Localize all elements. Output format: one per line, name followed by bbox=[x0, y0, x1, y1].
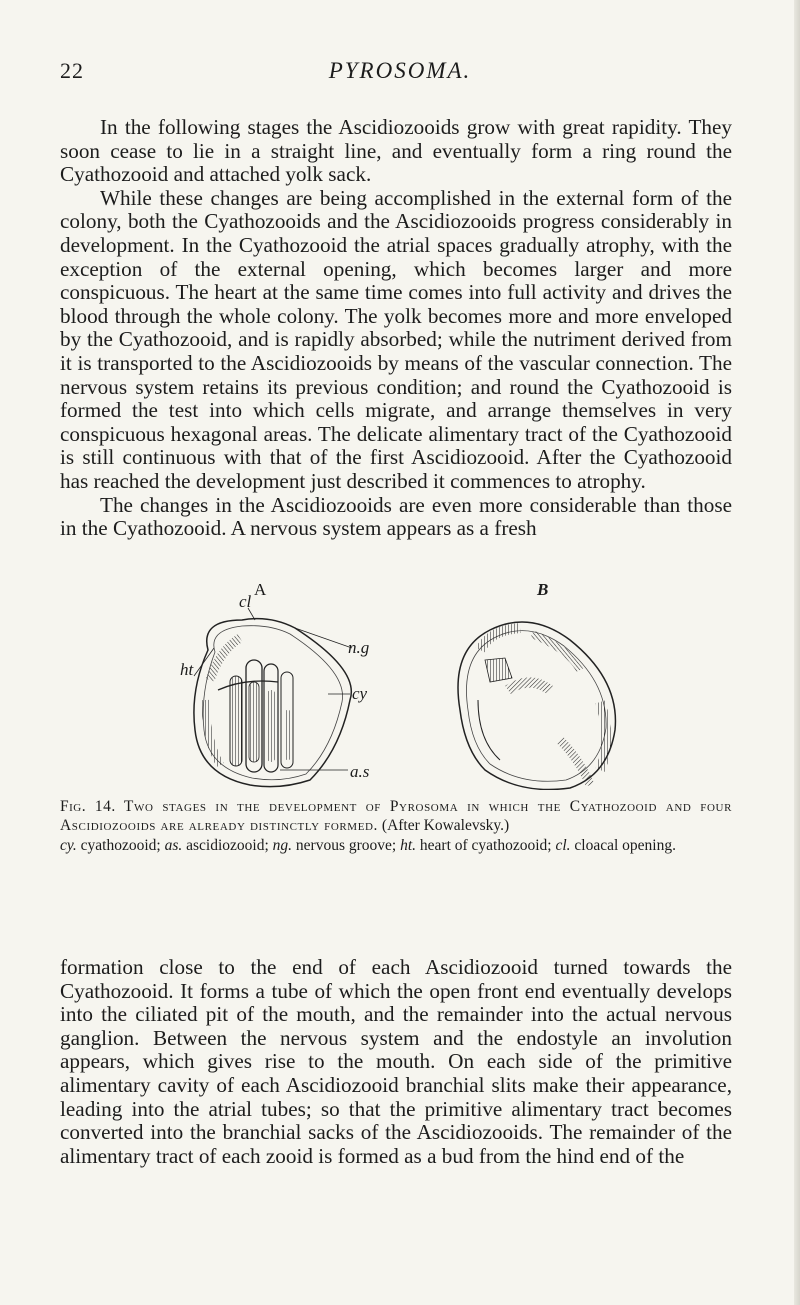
caption-legend bbox=[60, 836, 732, 855]
body-text-top bbox=[60, 116, 732, 541]
figure-a-drawing bbox=[194, 608, 352, 787]
figure-illustration bbox=[160, 590, 640, 790]
caption-credit: (After Kowalevsky.) bbox=[381, 817, 510, 834]
label-ht: ht bbox=[180, 660, 194, 679]
paragraph: formation close to the end of each Ascidiozooid turned towards the Cyathozooid. It forms a tube of which the open front end eventually develops into the ciliated pit of the mouth, and the remainder into the actual nervous ganglion. Between the nervous system and the endostyle an involution appears, which gives rise to the mouth. On each side of the primitive alimentary cavity of each Ascidiozooid branchial slits make their appearance, leading into the atrial tubes; so that the primitive alimentary tract becomes converted into the branchial sacks of the Ascidiozooids. The remainder of the alimentary tract of each zooid is formed as a bud from the hind end of the bbox=[60, 955, 732, 1168]
label-ng: n.g bbox=[348, 638, 370, 657]
legend-text: nervous groove; bbox=[295, 837, 397, 854]
page-number: 22 bbox=[60, 58, 84, 83]
running-title: PYROSOMA. bbox=[328, 58, 472, 83]
paragraph: In the following stages the Ascidiozooids grow with great rapidity. They soon cease to lie in a straight line, and eventually form a ring round the Cyathozooid and attached yolk sack. bbox=[60, 115, 732, 187]
caption-fig-number: Fig. 14. bbox=[60, 798, 116, 815]
figure-14 bbox=[160, 580, 640, 790]
legend-abbr: cl. bbox=[555, 837, 571, 854]
paragraph: The changes in the Ascidiozooids are even more considerable than those in the Cyathozooid. A nervous system appears as a fresh bbox=[60, 492, 732, 541]
page-header bbox=[0, 58, 800, 88]
legend-abbr: as. bbox=[164, 837, 183, 854]
figure-label-b: B bbox=[537, 580, 549, 599]
caption-title: Two stages in the development of Pyrosoma in which the Cyathozooid and four Ascidiozooids are already distinctly formed. bbox=[60, 798, 733, 834]
figure-caption bbox=[60, 797, 732, 855]
paragraph: While these changes are being accomplished in the external form of the colony, both the Cyathozooids and the Ascidiozooids progress considerably in development. In the Cyathozooid the atrial spaces gradually atrophy, with the exception of the external opening, which becomes larger and more conspicuous. The heart at the same time comes into full activity and drives the blood through the whole colony. The yolk becomes more and more enveloped by the Cyathozooid, and is rapidly absorbed; while the nutriment derived from it is transported to the Ascidiozooids by means of the vascular connection. The nervous system retains its previous condition; and round the Cyathozooid is formed the test into which cells migrate, and arrange themselves in very conspicuous hexagonal areas. The delicate alimentary tract of the Cyathozooid is still continuous with that of the first Ascidiozooid. After the Cyathozooid has reached the development just described it commences to atrophy. bbox=[60, 185, 732, 493]
figure-b-drawing bbox=[458, 622, 615, 790]
legend-abbr: ng. bbox=[272, 837, 293, 854]
figure-label-a: A bbox=[254, 580, 267, 599]
legend-abbr: ht. bbox=[400, 837, 417, 854]
page-edge bbox=[794, 0, 800, 1305]
legend-text: heart of cyathozooid; bbox=[419, 837, 552, 854]
label-as: a.s bbox=[350, 762, 370, 781]
legend-text: ascidiozooid; bbox=[186, 837, 269, 854]
legend-text: cyathozooid; bbox=[80, 837, 161, 854]
body-text-bottom bbox=[60, 956, 732, 1168]
legend-text: cloacal opening. bbox=[574, 837, 676, 854]
label-cl: cl bbox=[239, 592, 252, 611]
caption-title-line bbox=[60, 797, 732, 835]
label-cy: cy bbox=[352, 684, 368, 703]
legend-abbr: cy. bbox=[60, 837, 77, 854]
